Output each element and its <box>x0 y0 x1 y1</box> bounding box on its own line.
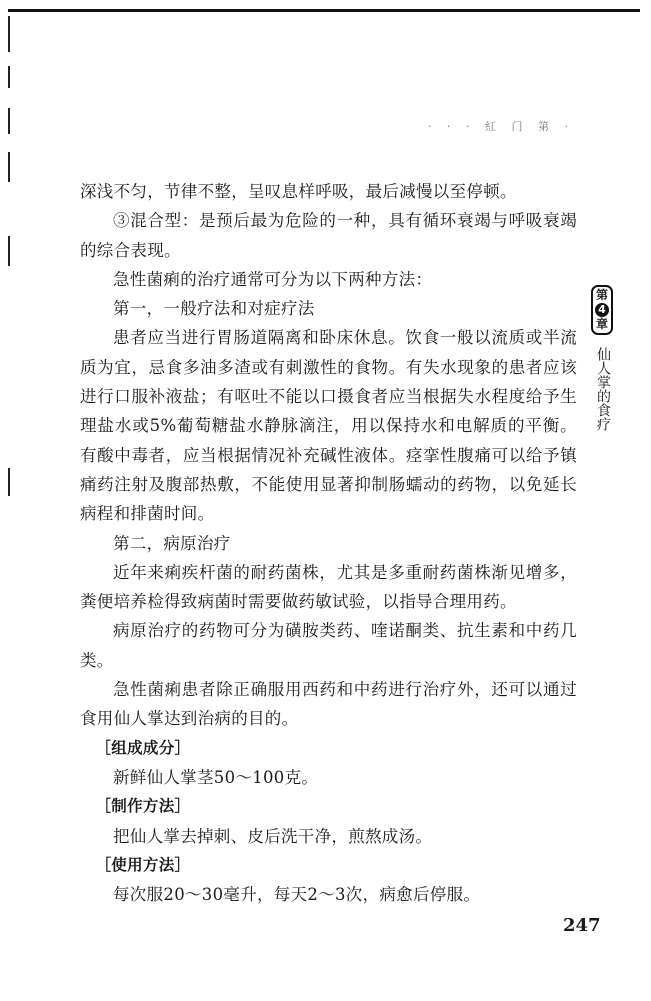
page-number: 247 <box>563 915 601 936</box>
paragraph-resistance: 近年来痢疾杆菌的耐药菌株，尤其是多重耐药菌株渐见增多，粪便培养检得致病菌时需要做药敏试验，以指导合理用药。 <box>80 562 577 612</box>
body-text <box>80 177 577 909</box>
section-heading-general: 第一，一般疗法和对症疗法 <box>113 299 315 319</box>
left-edge-mark <box>8 152 10 182</box>
method-heading: ［制作方法］ <box>95 797 191 816</box>
left-edge-mark <box>8 236 10 266</box>
paragraph-treatment-intro: 急性菌痢的治疗通常可分为以下两种方法： <box>113 269 433 289</box>
left-edge-mark <box>8 108 10 134</box>
composition-heading: ［组成成分］ <box>95 738 191 757</box>
left-edge-mark <box>8 16 10 52</box>
chapter-badge-number: 4 <box>595 303 609 317</box>
chapter-badge <box>591 285 613 335</box>
chapter-badge-prefix: 第 <box>595 288 608 302</box>
paragraph-cactus-intro: 急性菌痢患者除正确服用西药和中药进行治疗外，还可以通过食用仙人掌达到治病的目的。 <box>80 680 577 729</box>
left-edge-mark <box>8 66 10 88</box>
method-text: 把仙人掌去掉刺、皮后洗干净，煎熬成汤。 <box>113 826 433 846</box>
paragraph-drug-classes: 病原治疗的药物可分为磺胺类药、喹诺酮类、抗生素和中药几类。 <box>80 621 577 670</box>
composition-text: 新鲜仙人掌茎50～100克。 <box>113 767 319 787</box>
section-heading-etiologic: 第二，病原治疗 <box>113 533 231 553</box>
top-rule <box>8 9 640 12</box>
paragraph-continuation: 深浅不匀，节律不整，呈叹息样呼吸，最后减慢以至停顿。 <box>80 182 517 201</box>
usage-text: 每次服20～30毫升，每天2～3次，病愈后停服。 <box>113 885 481 905</box>
left-edge-mark <box>8 468 10 496</box>
usage-heading: ［使用方法］ <box>95 855 191 874</box>
chapter-title: 仙人掌的食疗 <box>595 347 611 431</box>
chapter-badge-suffix: 章 <box>595 317 608 331</box>
paragraph-mixed-type: ③混合型：是预后最为危险的一种，具有循环衰竭与呼吸衰竭的综合表现。 <box>80 211 577 260</box>
paragraph-general-therapy: 患者应当进行胃肠道隔离和卧床休息。饮食一般以流质或半流质为宜，忌食多油多渣或有刺激性的食物。有失水现象的患者应该进行口服补液盐；有呕吐不能以口摄食者应当根据失水程度给予生理盐水或5%葡萄糖盐水静脉滴注，用以保持水和电解质的平衡。有酸中毒者，应当根据情况补充碱性液体。痉挛性腹痛可以给予镇痛药注射及腹部热敷，不能使用显著抑制肠蠕动的药物，以免延长病程和排菌时间。 <box>80 328 577 524</box>
running-header: · · · 紅 门 第 · <box>428 120 574 133</box>
